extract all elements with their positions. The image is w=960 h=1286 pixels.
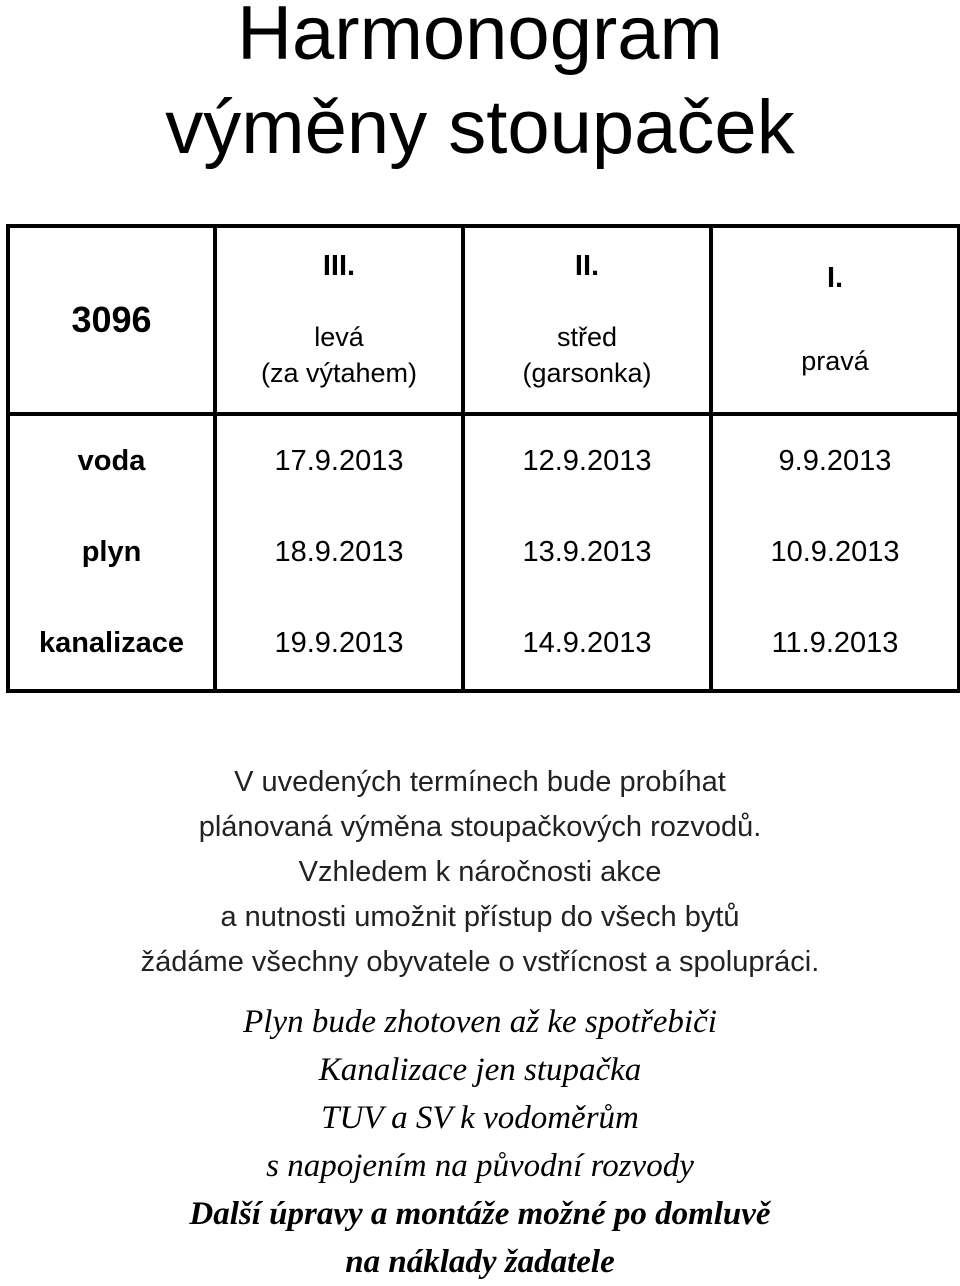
building-code-cell [8,226,215,414]
table-row [8,507,959,598]
column-side: střed [556,321,618,352]
column-header-i [711,226,959,414]
date-cell: 11.9.2013 [711,598,959,691]
notice-line: plánovaná výměna stoupačkových rozvodů. [198,811,762,843]
page-title-line-2: výměny stoupaček [165,85,795,170]
column-side: pravá [801,345,869,376]
notes-block [0,998,960,1286]
date-cell: 19.9.2013 [215,598,463,691]
note-line: TUV a SV k vodoměrům [321,1100,639,1136]
note-line-bold: na náklady žadatele [345,1244,615,1280]
column-side-note: (za výtahem) [260,357,418,388]
row-label: voda [8,414,215,507]
row-label: kanalizace [8,598,215,691]
date-cell: 10.9.2013 [711,507,959,598]
column-header-ii [463,226,711,414]
note-line: Plyn bude zhotoven až ke spotřebiči [243,1004,717,1040]
notice-line: V uvedených termínech bude probíhat [234,766,726,798]
column-side-note: (garsonka) [522,357,652,388]
date-cell: 13.9.2013 [463,507,711,598]
notice-line: a nutnosti umožnit přístup do všech bytů [220,901,740,933]
row-label: plyn [8,507,215,598]
column-roman: I. [826,261,844,294]
note-line: s napojením na původní rozvody [266,1148,694,1184]
column-side: levá [314,321,364,352]
date-cell: 18.9.2013 [215,507,463,598]
date-cell: 12.9.2013 [463,414,711,507]
notice-line: žádáme všechny obyvatele o vstřícnost a spolupráci. [140,946,820,978]
table-row [8,598,959,691]
column-roman: II. [574,249,600,282]
notice-paragraph [0,760,960,985]
date-cell: 14.9.2013 [463,598,711,691]
column-header-iii [215,226,463,414]
note-line-bold: Další úpravy a montáže možné po domluvě [189,1196,771,1232]
notice-line: Vzhledem k náročnosti akce [298,856,662,888]
table-header-row [8,226,959,414]
schedule-table [6,224,960,693]
building-code: 3096 [71,299,152,340]
column-roman: III. [322,249,356,282]
date-cell: 9.9.2013 [711,414,959,507]
note-line: Kanalizace jen stupačka [318,1052,642,1088]
date-cell: 17.9.2013 [215,414,463,507]
page-title-line-1: Harmonogram [237,0,723,76]
table-row [8,414,959,507]
